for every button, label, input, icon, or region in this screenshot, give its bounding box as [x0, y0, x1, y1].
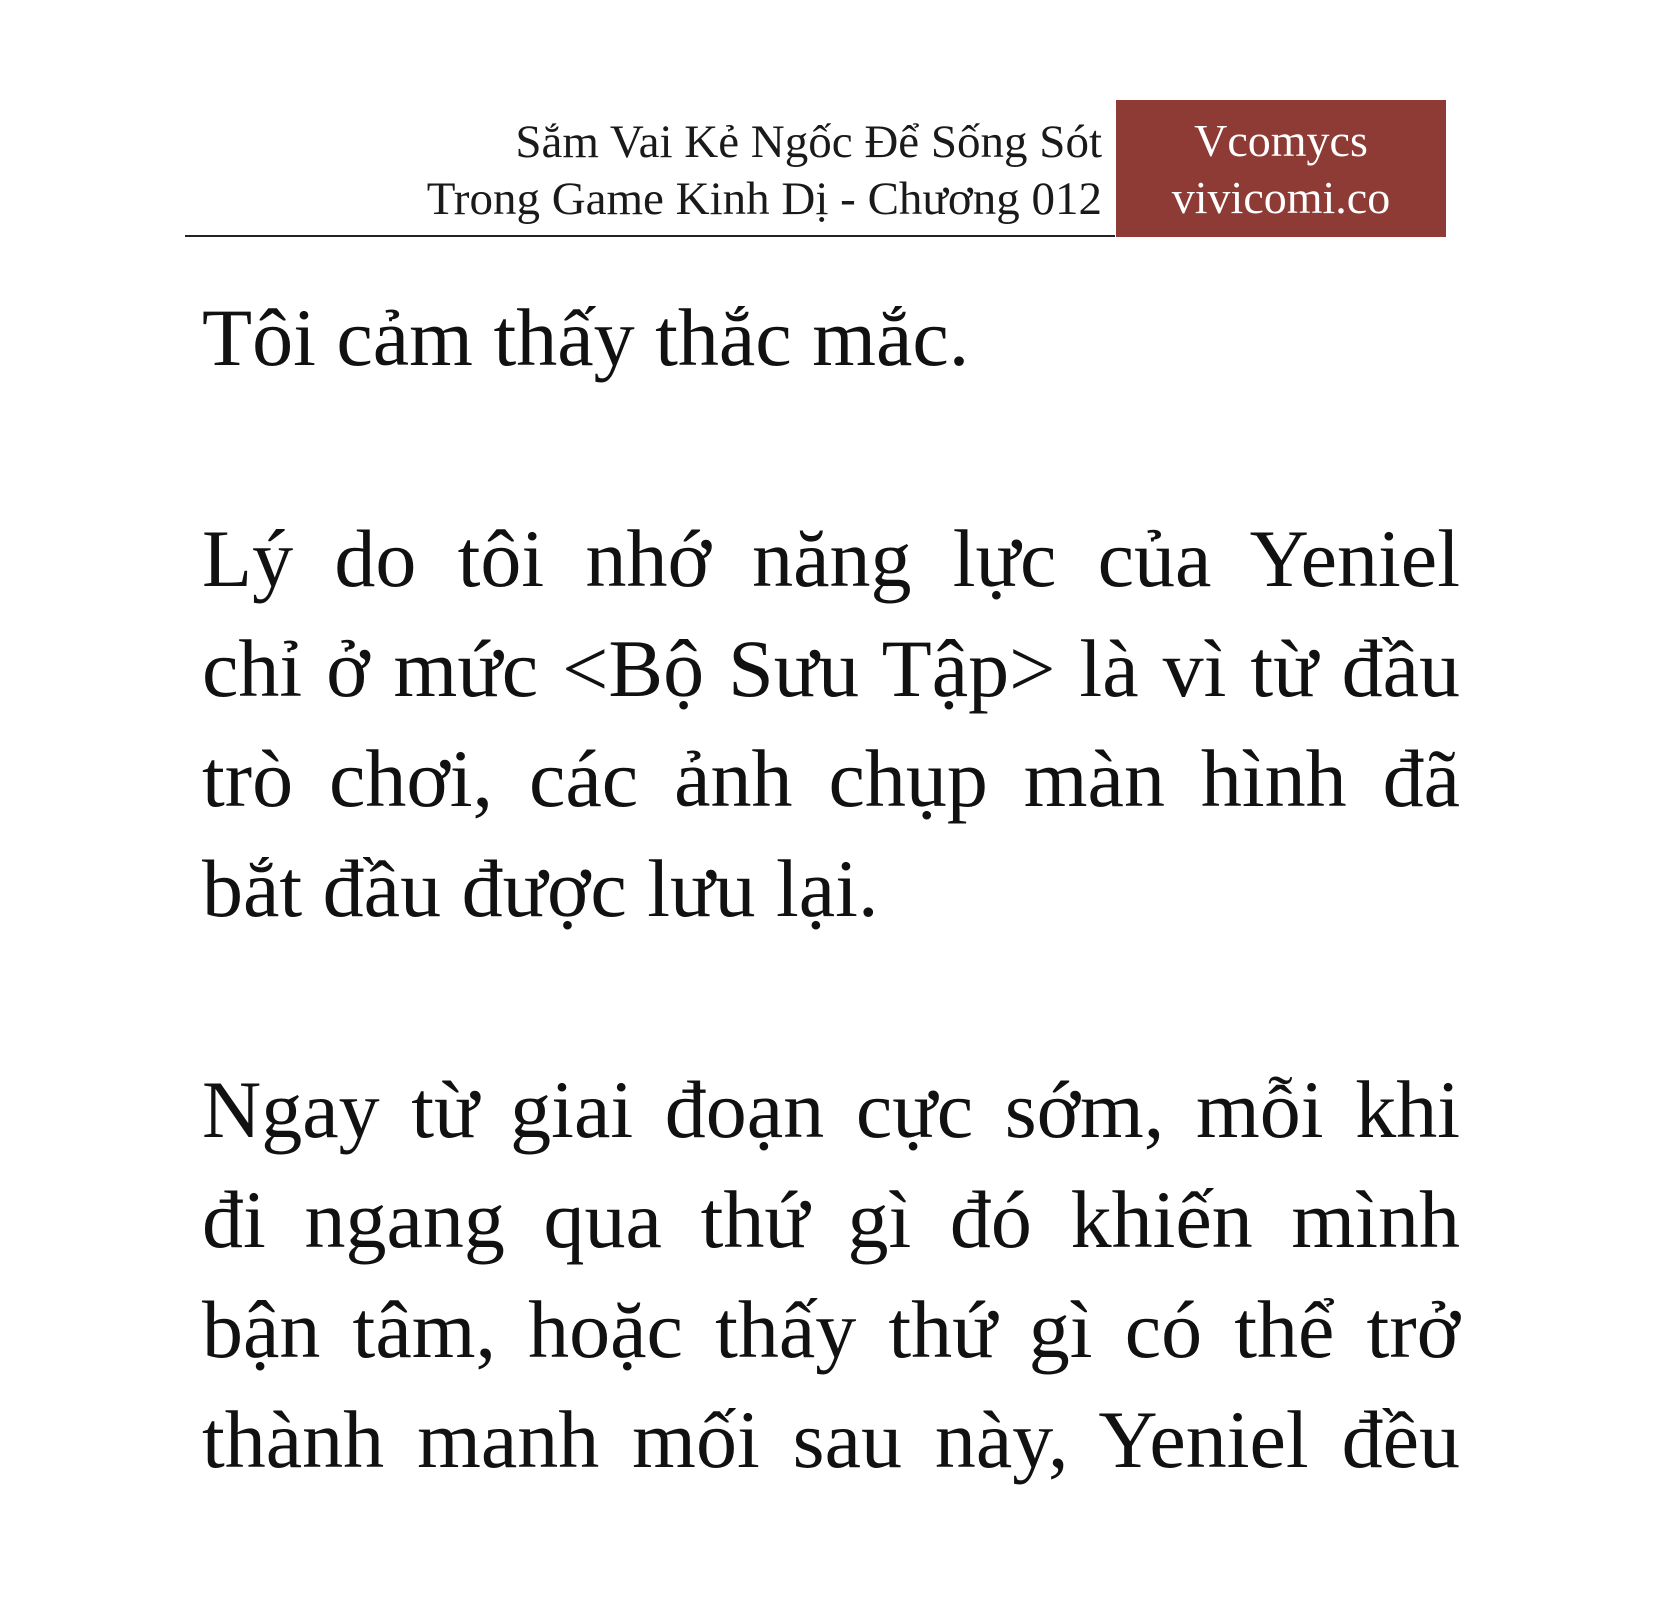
paragraph-line: bắt đầu được lưu lại. — [202, 843, 879, 934]
paragraph-line: trò chơi, các ảnh chụp màn hình đã — [202, 733, 1460, 824]
chapter-header — [185, 100, 1445, 237]
paragraph-line: thành manh mối sau này, Yeniel đều — [202, 1394, 1460, 1485]
chapter-body — [202, 283, 1460, 1606]
paragraph-line: Lý do tôi nhớ năng lực của Yeniel — [202, 513, 1460, 604]
brand-badge — [1116, 100, 1446, 237]
paragraph-line: Ngay từ giai đoạn cực sớm, mỗi khi — [202, 1064, 1460, 1155]
chapter-title-line-2: Trong Game Kinh Dị - Chương 012 — [426, 173, 1102, 225]
brand-site: vivicomi.co — [1171, 172, 1391, 223]
chapter-title-line-1: Sắm Vai Kẻ Ngốc Để Sống Sót — [515, 116, 1102, 168]
chapter-title — [427, 114, 1102, 228]
paragraph-2 — [202, 504, 1460, 944]
paragraph-line: chỉ ở mức <Bộ Sưu Tập> là vì từ đầu — [202, 623, 1460, 714]
brand-name: Vcomycs — [1194, 115, 1368, 166]
paragraph-line: Tôi cảm thấy thắc mắc. — [202, 292, 970, 383]
paragraph-line: bận tâm, hoặc thấy thứ gì có thể trở — [202, 1284, 1460, 1375]
paragraph-3 — [202, 1055, 1460, 1495]
paragraph-line: đi ngang qua thứ gì đó khiến mình — [202, 1174, 1460, 1265]
header-divider — [185, 235, 1115, 237]
paragraph-1 — [202, 283, 1460, 393]
